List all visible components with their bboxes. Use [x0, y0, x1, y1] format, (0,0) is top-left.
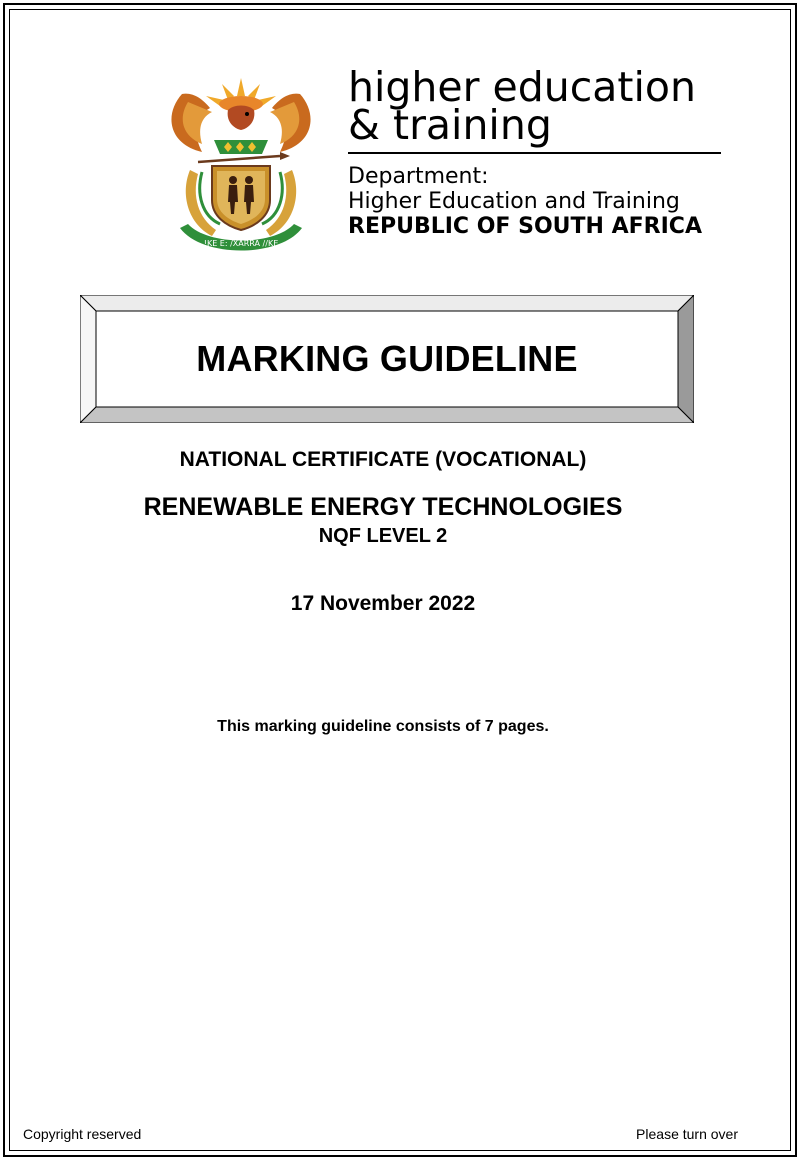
country-name: REPUBLIC OF SOUTH AFRICA	[348, 214, 702, 239]
exam-date: 17 November 2022	[290, 592, 476, 615]
turn-over-footer: Please turn over	[636, 1126, 738, 1142]
dept-label: Department:	[348, 164, 489, 189]
department-wordmark	[348, 63, 728, 240]
certificate-name: NATIONAL CERTIFICATE (VOCATIONAL)	[179, 448, 587, 471]
dept-name: Higher Education and Training	[348, 189, 680, 214]
copyright-footer: Copyright reserved	[23, 1126, 142, 1142]
wordmark-rule	[348, 152, 721, 154]
page-title: MARKING GUIDELINE	[196, 338, 578, 379]
coat-of-arms-icon	[162, 74, 320, 260]
coat-motto: !KE E: /XARRA //KE	[203, 239, 279, 248]
subject-name: RENEWABLE ENERGY TECHNOLOGIES	[143, 493, 623, 521]
dept-title-line2: & training	[348, 101, 552, 149]
nqf-level: NQF LEVEL 2	[318, 525, 448, 547]
pages-note: This marking guideline consists of 7 pages.	[217, 718, 549, 735]
dept-title-line1: higher education	[348, 63, 696, 111]
title-box	[80, 295, 694, 423]
